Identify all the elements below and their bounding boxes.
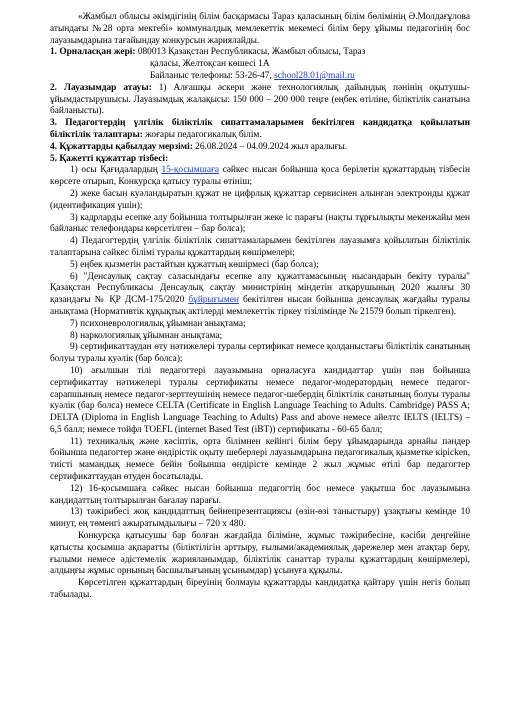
- section-positions-label: 2. Лауазымдар атауы:: [50, 82, 152, 93]
- document-item-4: 4) Педагогтердің үлгілік біліктілік сипаттамаларымен бекітілген лауазымға қойылатын біліктілік талаптарына сәйкес білімі туралы құжаттардың көшірмелері;: [50, 236, 470, 258]
- intro-paragraph: «Жамбыл облысы әкімдігінің білім басқармасы Тараз қаласының білім бөлімінің Ә.Молдағұлова атындағы №28 орта мектебі» коммуналдық мемлекеттік мекемесі білім беру ұйымы педагогінің бос лауазымдарына тағайындау конкурсын жариялайды.: [50, 12, 470, 46]
- document-item-10: 10) ағылшын тілі педагогтері лауазымына орналасуға кандидаттар үшін пән бойынша сертификаттау нәтижелері туралы сертификаты немесе педагог-модератордың немесе педагог-сарапшының немесе педагог-зерттеушінің немесе педагог-шебердің біліктілік санатының болуы туралы куәлік (бар болса) немесе CELTA (Certificate in English Language Teaching to Adults. Cambridge) PASS A; DELTA (Diploma in English Language Teaching to Adults) Pass and above немесе айелтс IELTS (IELTS) – 6,5 балл; немесе тойфл TOEFL (internet Based Test (iBT)) сертификаты - 60-65 балл;: [50, 365, 470, 435]
- section-positions-value: 1) Алғашқы әскери және технологиялық дайындық пәнінің оқытушы-ұйымдастырушысы. Лауазымдық жалақысы: 150 000 – 200 000 теңге (еңбек өтіліне, біліктілік санатына байланысты).: [50, 82, 470, 117]
- document-item-13: 13) тәжірибесі жоқ кандидаттың бейнепрезентациясы (өзін-өзі таныстыру) ұзақтығы кемінде 10 минут, ең төменгі ажыратымдылығы – 720 х 480.: [50, 507, 470, 530]
- section-qualification-label: 3. Педагогтердің үлгілік біліктілік сипаттамаларымен бекітілген кандидатқа қойылатын біліктілік талаптары:: [50, 118, 470, 140]
- section-documents-label: 5. Қажетті құжаттар тізбесі:: [50, 153, 169, 164]
- address-line-2: қаласы, Желтоқсан көшесі 1А: [150, 59, 270, 70]
- document-item-6: [50, 272, 470, 319]
- item-6-post: бекітілген нысан бойынша денсаулық жағдайы туралы анықтама (Нормативтік құқықтық актілерді мемлекеттік тіркеу тізілімінде № 21579 болып тіркелген).: [50, 295, 470, 317]
- section-location-label: 1. Орналасқан жері:: [50, 47, 136, 58]
- closing-paragraph-2: Көрсетілген құжаттардың біреуінің болмауы құжаттарды кандидатқа қайтару үшін негіз болып табылады.: [50, 578, 470, 601]
- section-deadline-label: 4. Құжаттарды қабылдау мерзімі:: [50, 141, 193, 152]
- email-link[interactable]: school28.01@mail.ru: [274, 70, 355, 81]
- closing-paragraph-1: Конкурсқа қатысушы бар болған жағдайда біліміне, жұмыс тәжірибесіне, кәсіби деңгейіне қатысты қосымша ақпаратты (біліктілігін арттыру, ғылыми/академиялық дәрежелер мен атақтар беру, ғылыми немесе әдістемелік жарияланымдар, біліктілік санаттар туралы құжаттардың көшірмелері, алдыңғы жұмыс орнының басшылығының ұсынымдар) ұсынуға құқылы.: [50, 531, 470, 577]
- section-deadline: [50, 142, 470, 154]
- phone-text: Байланыс телефоны: 53-26-47,: [150, 70, 275, 81]
- section-qualification-value: жоғары педагогикалық білім.: [142, 129, 262, 140]
- document-item-1: [50, 165, 470, 189]
- document-item-11: 11) техникалық және кәсіптік, орта білімнен кейінгі білім беру ұйымдарында арнайы пәндер бойынша педагогтер және өндірістік оқыту шеберлері лауазымдарына педагогикалық қызметке кірісken, тиісті мамандық немесе бейін бойынша өндірісте кемінде 2 жыл жұмыс өтілі бар педагогтер сертификаттаудан өтуден босатылады.: [50, 436, 470, 483]
- section-location-value: 080013 Қазақстан Республикасы, Жамбыл облысы, Тараз: [135, 47, 366, 58]
- section-positions: [50, 83, 470, 118]
- item-6-pre: 6) "Денсаулық сақтау саласындағы есепке алу құжаттамасының нысандарын бекіту туралы" Қазақстан Республикасы Денсаулық сақтау министрінің міндетін атқарушының 2020 жылғы 30 қазандағы № ҚР ДСМ-175/2020: [50, 271, 470, 306]
- item-1-pre: 1) осы Қағидалардың: [70, 165, 162, 176]
- document-item-2: 2) жеке басын куәландыратын құжат не цифрлық құжаттар сервисінен алынған электронды құжат (идентификация үшін);: [50, 188, 470, 211]
- order-link[interactable]: бұйрығымен: [188, 295, 239, 306]
- section-deadline-value: 26.08.2024 – 04.09.2024 жыл аралығы.: [192, 141, 348, 152]
- section-qualification: [50, 118, 470, 142]
- document-item-7: 7) психоневрологиялық ұйымнан анықтама;: [70, 318, 246, 329]
- document-item-8: 8) наркологиялық ұйымнан анықтама;: [70, 330, 223, 341]
- document-item-12: 12) 16-қосымшаға сәйкес нысан бойынша педагогтің бос немесе уақытша бос лауазымына кандидаттың толтырылған бағалау парағы.: [50, 483, 470, 506]
- document-item-9: 9) сертификаттаудан өту нәтижелері туралы сертификат немесе қолданыстағы біліктілік санатының болуы туралы куәлік (бар болса);: [50, 342, 470, 365]
- contact-line: [50, 71, 470, 83]
- item-1-post: сәйкес нысан бойынша қоса берілетін құжаттардың тізбесін көрсете отырып, Конкурсқа қатысу туралы өтініш;: [50, 165, 470, 188]
- document-item-5: 5) еңбек қызметін растайтын құжаттың көшірмесі (бар болса);: [70, 259, 319, 270]
- section-location: [50, 47, 470, 59]
- document-item-3: 3) кадрларды есепке алу бойынша толтырылған жеке іс парағы (нақты тұрғылықты мекенжайы мен байланыс телефондары көрсетілген – бар болса);: [50, 212, 470, 235]
- appendix-15-link[interactable]: 15-қосымшаға: [161, 165, 219, 176]
